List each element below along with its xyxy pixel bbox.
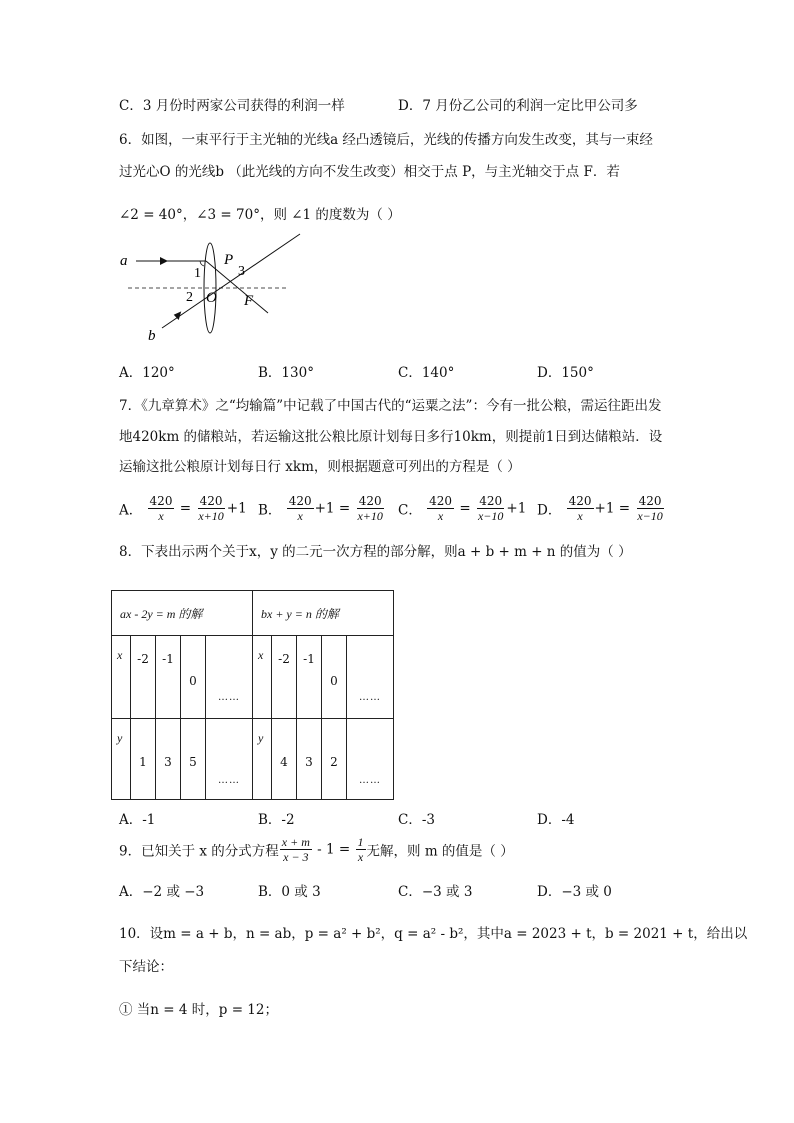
q9-option-c [398, 880, 472, 900]
table-cell [131, 636, 156, 719]
option-text: 140° [421, 365, 455, 381]
table-cell [272, 636, 297, 719]
q6-option-d [537, 361, 594, 381]
option-text: 120° [142, 365, 175, 381]
denominator: x−10 [477, 509, 504, 523]
q9-option-a [119, 880, 204, 900]
ellipsis: …… [359, 775, 381, 786]
denominator: x [577, 509, 583, 523]
q5-option-c [119, 94, 345, 114]
cell-value: 1 [139, 755, 147, 769]
stem-suffix: 无解，则 m 的值是（ ） [366, 843, 514, 860]
numerator: 420 [199, 494, 223, 508]
fraction [280, 835, 312, 864]
table-cell [206, 636, 253, 719]
option-label: B． [258, 812, 282, 828]
table-cell [322, 719, 347, 800]
option-text: 130° [281, 365, 314, 381]
fraction [567, 494, 594, 523]
q6-option-c [398, 361, 454, 381]
option-text: −2 或 −3 [142, 884, 205, 900]
x-label-cell [253, 636, 272, 719]
header-text: bx + y = n 的解 [261, 607, 339, 621]
x-label: x [258, 648, 264, 662]
label-b: b [148, 328, 156, 344]
x-label: x [117, 648, 123, 662]
q7-stem-line3: 运输这批公粮原计划每日行 xkm，则根据题意可列出的方程是（ ） [119, 459, 521, 475]
fraction [355, 494, 384, 523]
ellipsis: …… [359, 692, 381, 703]
q6-stem-line1: 6．如图，一束平行于主光轴的光线a 经凸透镜后，光线的传播方向发生改变，其与一束经 [119, 132, 653, 148]
y-label: y [117, 731, 123, 745]
option-text: −3 或 0 [561, 884, 612, 900]
cell-value: 0 [189, 674, 197, 688]
q8-stem: 8．下表出示两个关于x，y 的二元一次方程的部分解，则a + b + m + n 的值为（ ） [119, 544, 632, 560]
denominator: x [437, 509, 444, 523]
label-P: P [224, 252, 234, 268]
option-text: 150° [561, 365, 594, 381]
table-cell [156, 636, 181, 719]
numerator: 420 [288, 494, 312, 508]
table-cell [347, 636, 394, 719]
table-cell [347, 719, 394, 800]
denominator: x+10 [357, 509, 383, 523]
ray-b [162, 234, 300, 328]
q6-stem-line2: 过光心O 的光线b （此光线的方向不发生改变）相交于点 P，与主光轴交于点 F．若 [119, 164, 620, 180]
q8-option-d [537, 808, 574, 828]
extra: +1 [314, 500, 335, 517]
fraction [196, 494, 225, 523]
q10-stem-line1: 10．设m = a + b，n = ab，p = a² + b²，q = a² - b²，其中a = 2023 + t，b = 2021 + t，给出以 [119, 926, 748, 942]
q10-item-1: ① 当n = 4 时，p = 12； [119, 1002, 278, 1018]
option-label: B． [258, 502, 282, 519]
option-label: A． [119, 884, 143, 900]
numerator: x + m [281, 835, 310, 849]
q8-option-b [258, 808, 295, 828]
denominator: x [357, 850, 364, 864]
extra: +1 [506, 500, 527, 517]
denominator: x [158, 509, 164, 523]
table-cell [297, 719, 322, 800]
lens-diagram [110, 228, 310, 348]
table-cell [272, 719, 297, 800]
numerator: 420 [568, 494, 592, 508]
numerator: 420 [638, 494, 662, 508]
option-label: A． [119, 502, 143, 519]
denominator: x − 3 [283, 850, 309, 864]
option-label: D． [537, 502, 562, 519]
table-cell [181, 719, 206, 800]
cell-value: 0 [330, 674, 338, 688]
x-label-cell [112, 636, 131, 719]
extra: +1 [226, 500, 247, 517]
right-table-header [253, 591, 394, 636]
denominator: x+10 [198, 509, 224, 523]
stem-prefix: 9．已知关于 x 的分式方程 [119, 843, 279, 860]
cell-value: -1 [303, 652, 315, 666]
fraction [476, 494, 505, 523]
q9-stem [119, 835, 514, 864]
ellipsis: …… [218, 692, 240, 703]
q8-option-a [119, 808, 155, 828]
label-3: 3 [238, 264, 245, 279]
option-text: -3 [421, 812, 435, 828]
fraction [287, 494, 314, 523]
option-label: A． [119, 812, 143, 828]
option-label: C． [398, 812, 422, 828]
header-text: ax - 2y = m 的解 [120, 607, 203, 621]
q7-option-d: D． $\frac{420}{x}$ +1 = $\frac{420}{x-10}$ [537, 494, 663, 523]
label-a: a [120, 253, 128, 269]
numerator: 1 [357, 835, 364, 849]
q7-stem-line2: 地420km 的储粮站，若运输这批公粮比原计划每日多行10km，则提前1日到达储粮站．设 [119, 429, 663, 445]
option-text: 0 或 3 [281, 884, 321, 900]
q6-stem-line3: ∠2 = 40°，∠3 = 70°，则 ∠1 的度数为（ ） [119, 207, 401, 223]
q7-option-b: B． $\frac{420}{x}$ +1 = $\frac{420}{x+10}$ [258, 494, 383, 523]
option-text: -4 [561, 812, 575, 828]
option-label: B． [258, 884, 282, 900]
label-O: O [206, 290, 217, 306]
q6-option-a [119, 361, 175, 381]
option-text: -1 [142, 812, 156, 828]
fraction [427, 494, 454, 523]
cell-value: 2 [330, 755, 338, 769]
solutions-table [111, 590, 394, 800]
numerator: 420 [358, 494, 382, 508]
left-table-header [112, 591, 253, 636]
table-cell [297, 636, 322, 719]
option-text: −3 或 3 [421, 884, 473, 900]
table-cell [322, 636, 347, 719]
option-text: 7 月份乙公司的利润一定比甲公司多 [422, 98, 638, 114]
table-cell [206, 719, 253, 800]
option-label: A． [119, 365, 143, 381]
cell-value: 3 [305, 755, 313, 769]
option-text: -2 [281, 812, 295, 828]
q7-option-a: A． $\frac{420}{x}$ = $\frac{420}{x+10}$ +1 [119, 494, 247, 523]
option-label: C． [398, 884, 422, 900]
table-cell [131, 719, 156, 800]
numerator: 420 [149, 494, 173, 508]
option-label: D． [537, 884, 562, 900]
q7-stem-line1: 7．《九章算术》之“均输篇”中记载了中国古代的“运粟之法”：今有一批公粮，需运往距出发 [119, 398, 662, 414]
option-text: 3 月份时两家公司获得的利润一样 [142, 98, 345, 114]
cell-value: -2 [137, 652, 149, 666]
y-label-cell [112, 719, 131, 800]
option-label: D． [398, 98, 423, 114]
y-label: y [258, 731, 264, 745]
q6-option-b [258, 361, 314, 381]
table-cell [156, 719, 181, 800]
cell-value: 5 [189, 755, 197, 769]
option-label: B． [258, 365, 282, 381]
q10-stem-line2: 下结论： [119, 959, 173, 975]
q8-option-c [398, 808, 435, 828]
cell-value: 4 [280, 755, 288, 769]
option-label: D． [537, 812, 562, 828]
q9-option-b [258, 880, 321, 900]
cell-value: -2 [278, 652, 290, 666]
denominator: x [297, 509, 303, 523]
label-F: F [244, 293, 254, 309]
fraction [148, 494, 175, 523]
label-1: 1 [194, 266, 201, 281]
y-label-cell [253, 719, 272, 800]
option-label: C． [398, 365, 422, 381]
cell-value: 3 [164, 755, 172, 769]
q9-option-d [537, 880, 612, 900]
option-label: C． [398, 502, 422, 519]
cell-value: -1 [162, 652, 174, 666]
fraction [635, 494, 664, 523]
q5-option-d [398, 94, 638, 114]
numerator: 420 [479, 494, 503, 508]
fraction [356, 835, 366, 864]
arrow-a-icon [160, 257, 168, 265]
table-cell [181, 636, 206, 719]
option-label: C． [119, 98, 143, 114]
option-label: D． [537, 365, 562, 381]
extra: +1 [594, 500, 615, 517]
q7-option-c: C． $\frac{420}{x}$ = $\frac{420}{x-10}$ +1 [398, 494, 527, 523]
stem-middle: - 1 = [312, 841, 355, 858]
label-2: 2 [186, 290, 193, 305]
ellipsis: …… [218, 775, 240, 786]
numerator: 420 [429, 494, 453, 508]
denominator: x−10 [637, 509, 663, 523]
